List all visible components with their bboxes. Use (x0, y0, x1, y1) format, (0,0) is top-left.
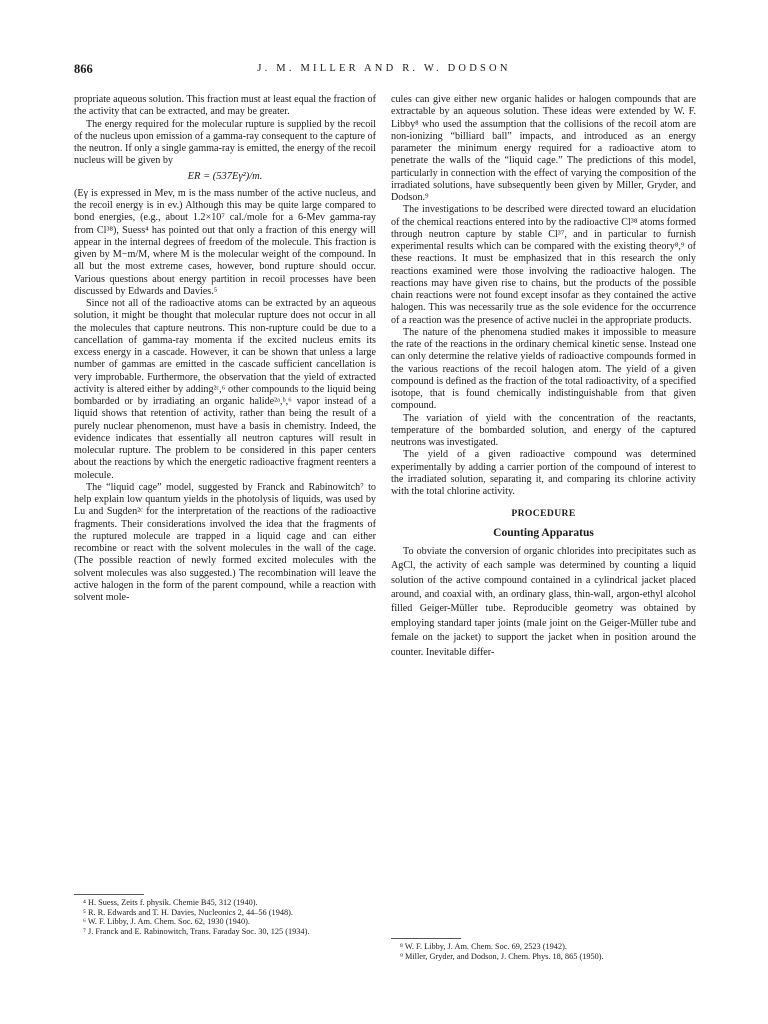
footnote: ⁹ Miller, Gryder, and Dodson, J. Chem. Phys. 18, 865 (1950). (400, 951, 604, 961)
paragraph: propriate aqueous solution. This fraction must at least equal the fraction of the activity that can be extracted, and may be greater. (74, 94, 376, 118)
footnote: ⁴ H. Suess, Zeits f. physik. Chemie B45, 312 (1940). (83, 898, 258, 907)
page-number: 866 (74, 62, 93, 76)
footnote-rule (74, 894, 144, 895)
paragraph: (Eγ is expressed in Mev, m is the mass number of the active nucleus, and the recoil energy is in ev.) Although this may be quite large compared to bond energies, (e.g., about 1.2×10⁷ cal./mole for a 6-Mev gamma-ray from Cl³⁸), Suess⁴ has pointed out that only a fraction of this energy will appear in the internal degrees of freedom of the molecule. This fraction is given by M−m/M, where M is the molecular weight of the compound. In all but the most extreme cases, however, bond rupture should occur. Various questions about energy partition in recoil processes have been discussed by Edwards and Davies.⁵ (74, 187, 376, 297)
footnote: ⁷ J. Franck and E. Rabinowitch, Trans. Faraday Soc. 30, 125 (1934). (83, 926, 310, 936)
subsection-heading: Counting Apparatus (493, 526, 594, 539)
paragraph: Since not all of the radioactive atoms can be extracted by an aqueous solution, it might be thought that molecular rupture does not occur in all the molecules that capture neutrons. This non-rupture could be due to a cancellation of gamma-ray momenta if the excited nucleus emits its excess energy in a cascade. However, it can be shown that unless a large number of gammas are emitted in the cascade sufficient cancellation is very improbable. Furthermore, the observation that the yield of extracted activity is altered either by adding²ᶜ,⁶ other compounds to the liquid being bombarded or by irradiating an organic halide²ᵃ,ᵇ,⁶ vapor instead of a liquid shows that retention of activity, rather than being the result of a purely nuclear phenomenon, must have a basis in chemistry. Indeed, the evidence indicates that essentially all neutron captures will result in molecular rupture. The problem to be considered in this paper centers about the reactions by which the energetic radioactive fragment reenters a molecule. (74, 298, 376, 481)
paragraph: The investigations to be described were directed toward an elucidation of the chemical reactions entered into by the radioactive Cl³⁸ atoms formed through neutron capture by stable Cl³⁷, and in particular to furnish experimental results which can be compared with the existing theory⁸,⁹ of these reactions. It must be emphasized that in this research the only reactions examined were those involving the radioactive halogen. The reactions may have given rise to chains, but the products of the possible chain reactions were not found except insofar as they contained the active halogen. This was necessarily true as the sole evidence for the occurrence of a reaction was the presence of active nuclei in the appropriate products. (391, 204, 696, 326)
footnote: ⁸ W. F. Libby, J. Am. Chem. Soc. 69, 2523 (1942). (400, 942, 567, 951)
right-column (391, 94, 696, 660)
paragraph: To obviate the conversion of organic chlorides into precipitates such as AgCl, the activity of each sample was determined by counting a liquid solution of the active compound contained in a cylindrical jacket placed around, and coaxial with, an ordinary glass, thin-wall, argon-ethyl alcohol filled Geiger-Müller tube. Reproducible geometry was obtained by employing standard taper joints (male joint on the Geiger-Müller tube and female on the jacket) to support the jacket when in position around the counter. Inevitable differ- (391, 545, 696, 658)
paragraph: The nature of the phenomena studied makes it impossible to measure the rate of the reactions in the ordinary chemical kinetic sense. Instead one can only determine the relative yields of radioactive compounds formed in the various reactions of the recoil halogen atom. The yield of a given compound is defined as the fraction of the total radioactivity, of a specified isotope, that is found chemically indistinguishable from that given compound. (391, 326, 696, 412)
section-heading: PROCEDURE (511, 508, 576, 520)
footnotes-left (74, 894, 376, 936)
footnote: ⁶ W. F. Libby, J. Am. Chem. Soc. 62, 1930 (1940). (83, 917, 250, 927)
paragraph: The “liquid cage” model, suggested by Franck and Rabinowitch⁷ to help explain low quantum yields in the photolysis of liquids, was used by Lu and Sugden²ᶜ for the interpretation of the reactions of the radioactive fragments. Their considerations involved the idea that the fragments of the ruptured molecule are trapped in a liquid cage and can either recombine or react with the solvent molecules in the wall of the cage. (The possible reaction of newly formed excited molecules with the solvent molecules was also suggested.) The recombination will leave the active halogen in the form of the parent compound, while a reaction with solvent mole- (74, 481, 376, 603)
footnotes-right (391, 938, 696, 961)
paragraph: The variation of yield with the concentration of the reactants, temperature of the bombarded solution, and energy of the captured neutrons was investigated. (391, 412, 696, 448)
recoil-energy-equation: ER = (537Eγ²)/m. (187, 170, 263, 182)
footnote-rule (391, 938, 461, 939)
footnote: ⁵ R. R. Edwards and T. H. Davies, Nucleonics 2, 44–56 (1948). (83, 907, 293, 917)
running-head: J. M. MILLER AND R. W. DODSON (257, 63, 511, 74)
paragraph: The yield of a given radioactive compound was determined experimentally by adding a carrier portion of the compound of interest to the irradiated solution, separating it, and comparing its chlorine activity with the total chlorine activity. (391, 449, 696, 497)
paragraph: cules can give either new organic halides or halogen compounds that are extractable by an aqueous solution. These ideas were extended by W. F. Libby⁸ who used the assumption that the collisions of the recoil atom are non-ionizing “billiard ball” impacts, and introduced as an energy parameter the minimum energy required for a radioactive atom to penetrate the walls of the “liquid cage.” The predictions of this model, particularly in connection with the effect of varying the composition of the irradiated solutions, have subsequently been given by Miller, Gryder, and Dodson.⁹ (391, 94, 696, 203)
left-column (74, 94, 376, 604)
paragraph: The energy required for the molecular rupture is supplied by the recoil of the nucleus upon emission of a gamma-ray consequent to the capture of the neutron. If only a single gamma-ray is emitted, the energy of the recoil nucleus will be given by (74, 118, 376, 167)
